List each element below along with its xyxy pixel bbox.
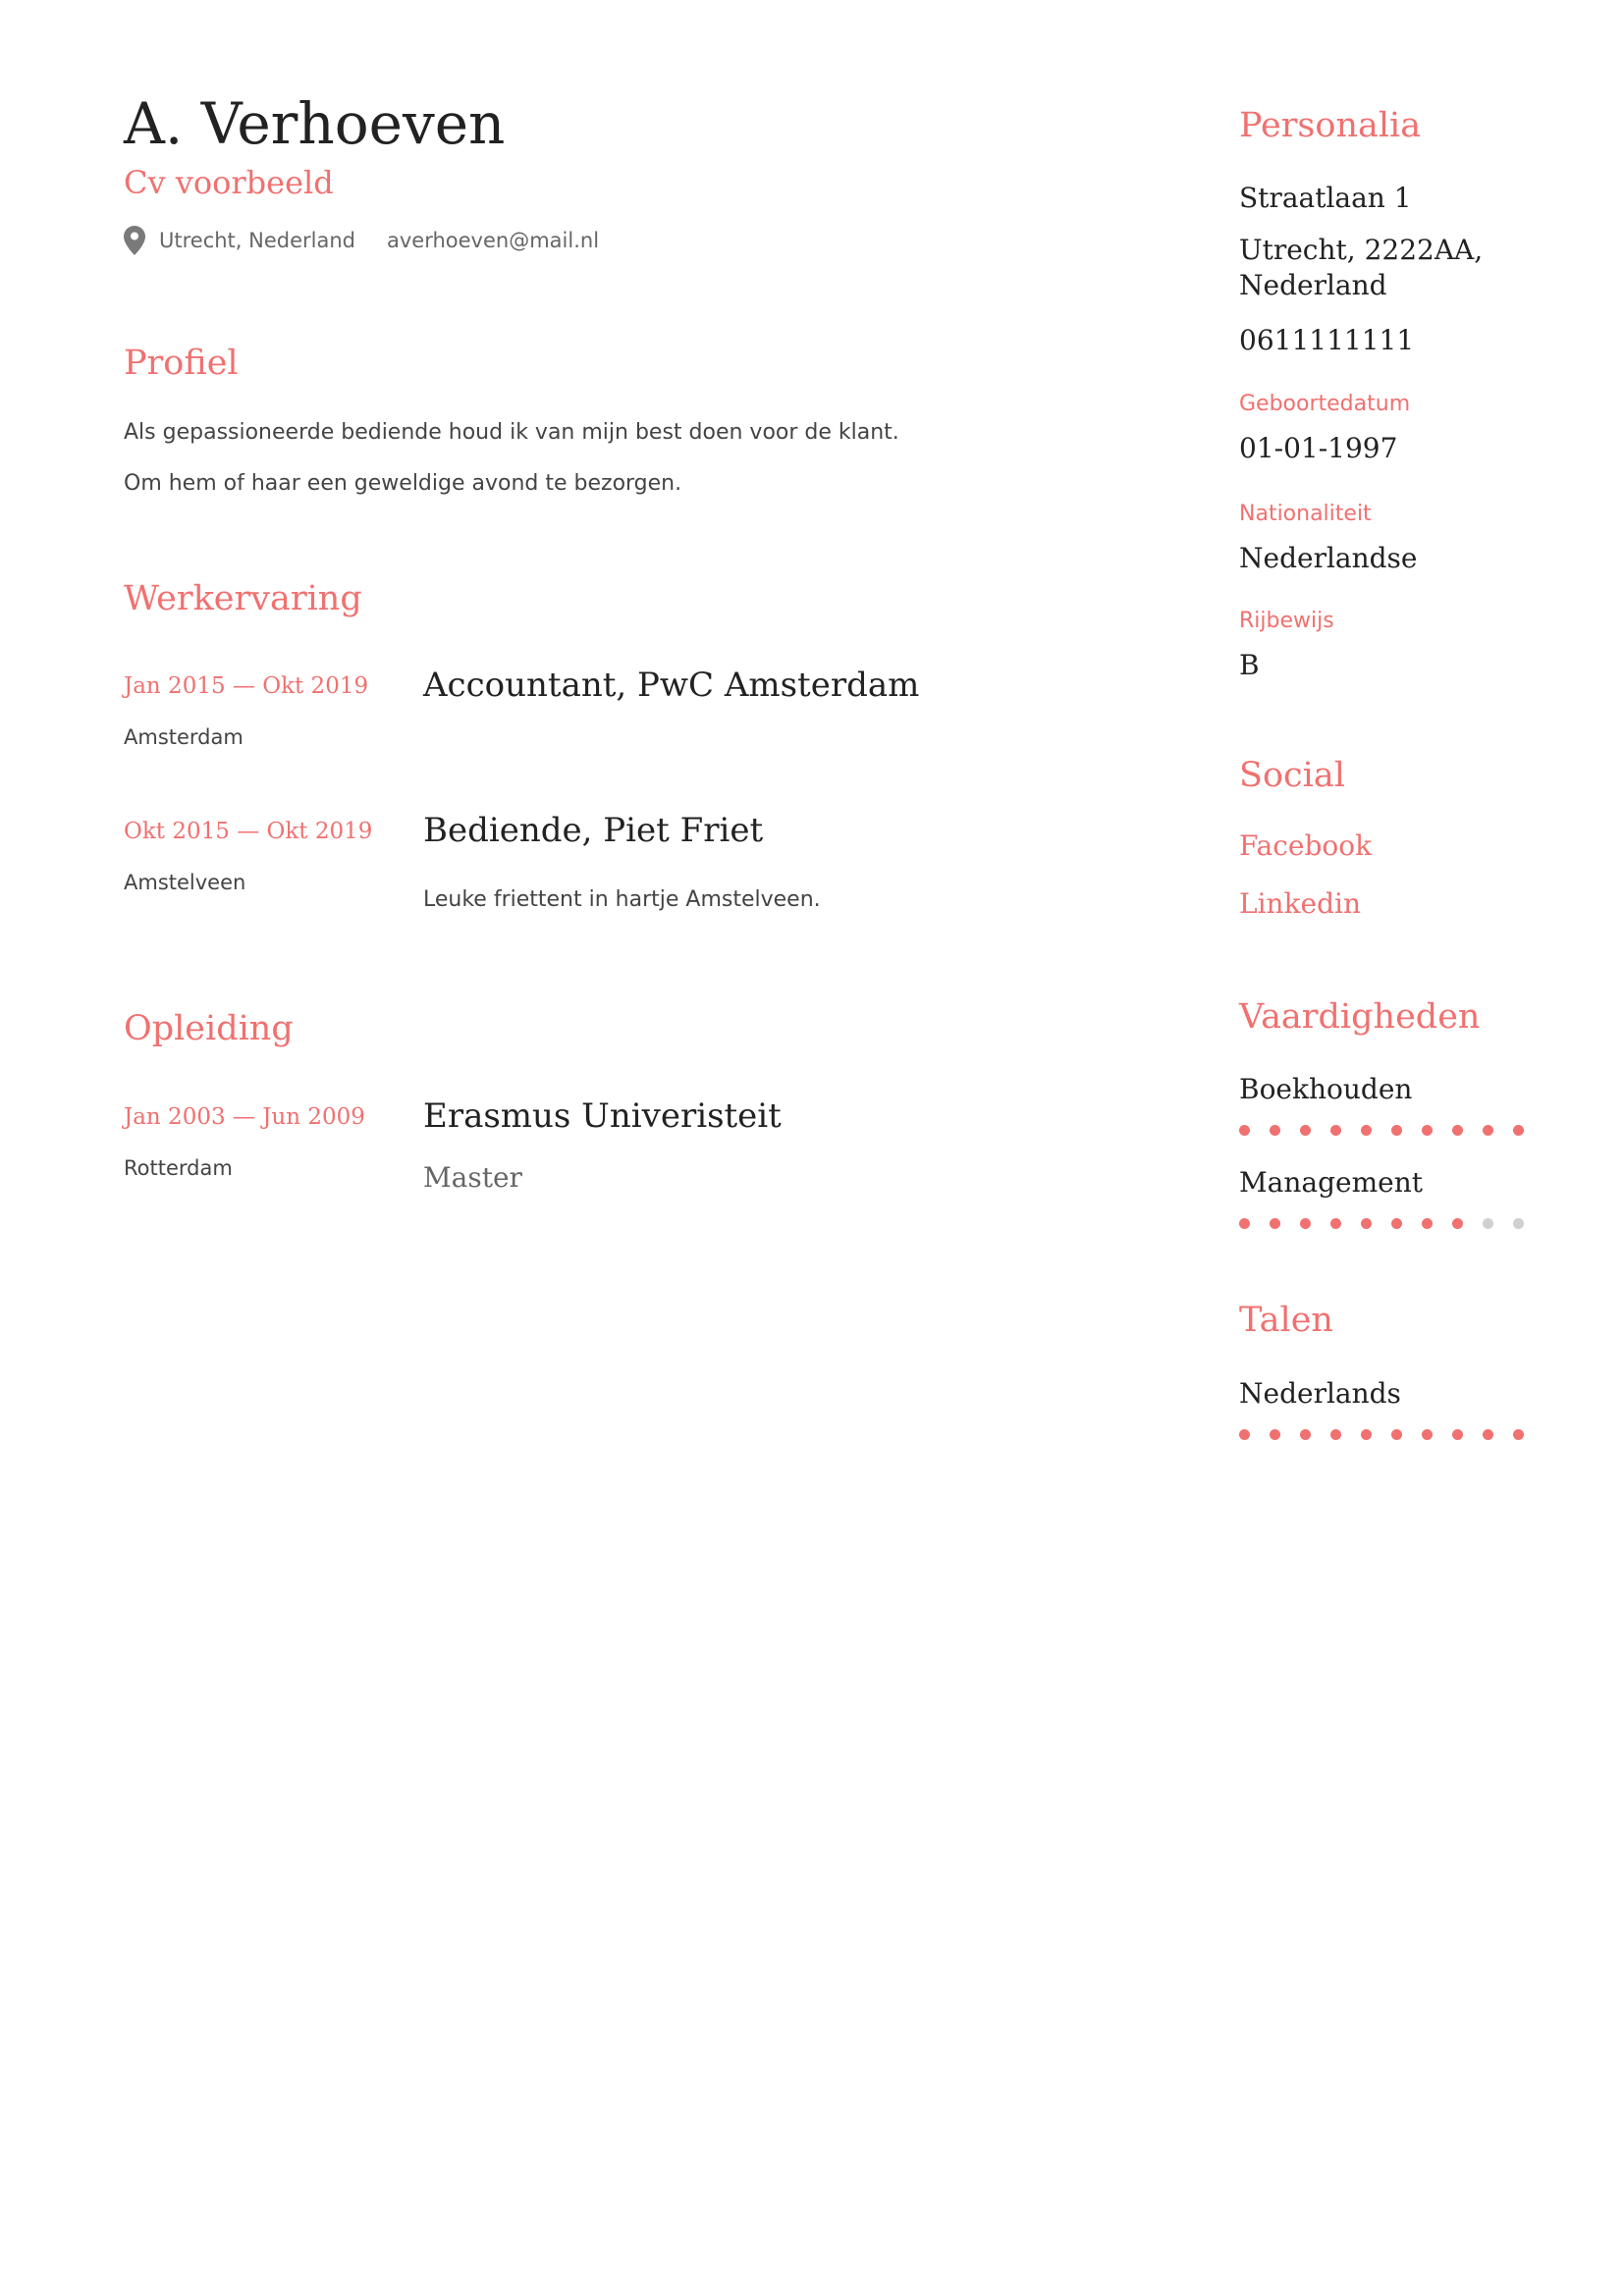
- rating-dot-filled: [1270, 1218, 1280, 1229]
- contact-email[interactable]: averhoeven@mail.nl: [387, 229, 600, 252]
- rating-dot-filled: [1422, 1429, 1433, 1440]
- rating-dot-filled: [1300, 1125, 1311, 1136]
- rating-dot-filled: [1422, 1218, 1433, 1229]
- rating-dot-filled: [1483, 1125, 1493, 1136]
- map-pin-icon: [124, 226, 145, 255]
- skill-name: Boekhouden: [1239, 1073, 1413, 1105]
- rating-dot-filled: [1270, 1429, 1280, 1440]
- education-degree: Master: [423, 1161, 522, 1194]
- rating-dot-filled: [1452, 1429, 1463, 1440]
- nationality-label: Nationaliteit: [1239, 502, 1372, 526]
- rating-dot-filled: [1483, 1429, 1493, 1440]
- rating-dot-filled: [1513, 1125, 1524, 1136]
- license-label: Rijbewijs: [1239, 609, 1334, 633]
- experience-location: Amsterdam: [124, 725, 244, 749]
- personal-street: Straatlaan 1: [1239, 182, 1412, 214]
- experience-role: Bediende, Piet Friet: [423, 811, 764, 850]
- rating-dot-empty: [1483, 1218, 1493, 1229]
- section-title-education: Opleiding: [124, 1009, 294, 1048]
- section-title-languages: Talen: [1239, 1301, 1333, 1340]
- rating-dot-filled: [1422, 1125, 1433, 1136]
- section-title-skills: Vaardigheden: [1239, 997, 1481, 1037]
- experience-role: Accountant, PwC Amsterdam: [423, 666, 920, 705]
- section-title-profile: Profiel: [124, 344, 239, 383]
- profile-line-2: Om hem of haar een geweldige avond te bezorgen.: [124, 471, 682, 496]
- personal-city: Utrecht, 2222AA, Nederland: [1239, 234, 1484, 301]
- education-dates: Jan 2003 — Jun 2009: [124, 1104, 365, 1130]
- rating-dot-filled: [1452, 1218, 1463, 1229]
- rating-dot-filled: [1330, 1125, 1341, 1136]
- rating-dot-filled: [1452, 1125, 1463, 1136]
- rating-dot-empty: [1513, 1218, 1524, 1229]
- rating-dot-filled: [1513, 1429, 1524, 1440]
- rating-dot-filled: [1361, 1125, 1372, 1136]
- license-value: B: [1239, 649, 1260, 681]
- nationality-value: Nederlandse: [1239, 542, 1418, 574]
- language-rating: [1239, 1429, 1524, 1440]
- education-location: Rotterdam: [124, 1156, 233, 1180]
- rating-dot-filled: [1361, 1429, 1372, 1440]
- skill-rating: [1239, 1218, 1524, 1229]
- language-name: Nederlands: [1239, 1377, 1401, 1410]
- rating-dot-filled: [1391, 1125, 1402, 1136]
- profile-line-1: Als gepassioneerde bediende houd ik van mijn best doen voor de klant.: [124, 420, 899, 445]
- rating-dot-filled: [1270, 1125, 1280, 1136]
- rating-dot-filled: [1391, 1429, 1402, 1440]
- experience-location: Amstelveen: [124, 871, 246, 894]
- birthdate-label: Geboortedatum: [1239, 392, 1411, 416]
- candidate-name: A. Verhoeven: [124, 90, 506, 157]
- social-link-linkedin[interactable]: Linkedin: [1239, 887, 1362, 920]
- social-link-facebook[interactable]: Facebook: [1239, 829, 1373, 862]
- experience-description: Leuke friettent in hartje Amstelveen.: [423, 887, 821, 912]
- education-school: Erasmus Univeristeit: [423, 1096, 782, 1136]
- birthdate-value: 01-01-1997: [1239, 432, 1398, 464]
- skill-rating: [1239, 1125, 1524, 1136]
- rating-dot-filled: [1300, 1429, 1311, 1440]
- rating-dot-filled: [1391, 1218, 1402, 1229]
- rating-dot-filled: [1330, 1218, 1341, 1229]
- section-title-personal: Personalia: [1239, 106, 1422, 145]
- cv-subtitle: Cv voorbeeld: [124, 164, 334, 201]
- rating-dot-filled: [1239, 1429, 1250, 1440]
- personal-phone: 0611111111: [1239, 324, 1415, 356]
- rating-dot-filled: [1239, 1218, 1250, 1229]
- experience-dates: Okt 2015 — Okt 2019: [124, 819, 373, 844]
- rating-dot-filled: [1300, 1218, 1311, 1229]
- section-title-experience: Werkervaring: [124, 579, 362, 618]
- skill-name: Management: [1239, 1166, 1423, 1199]
- rating-dot-filled: [1361, 1218, 1372, 1229]
- contact-line: [124, 226, 599, 255]
- experience-dates: Jan 2015 — Okt 2019: [124, 673, 369, 699]
- rating-dot-filled: [1239, 1125, 1250, 1136]
- section-title-social: Social: [1239, 756, 1345, 795]
- contact-location: Utrecht, Nederland: [159, 229, 355, 252]
- rating-dot-filled: [1330, 1429, 1341, 1440]
